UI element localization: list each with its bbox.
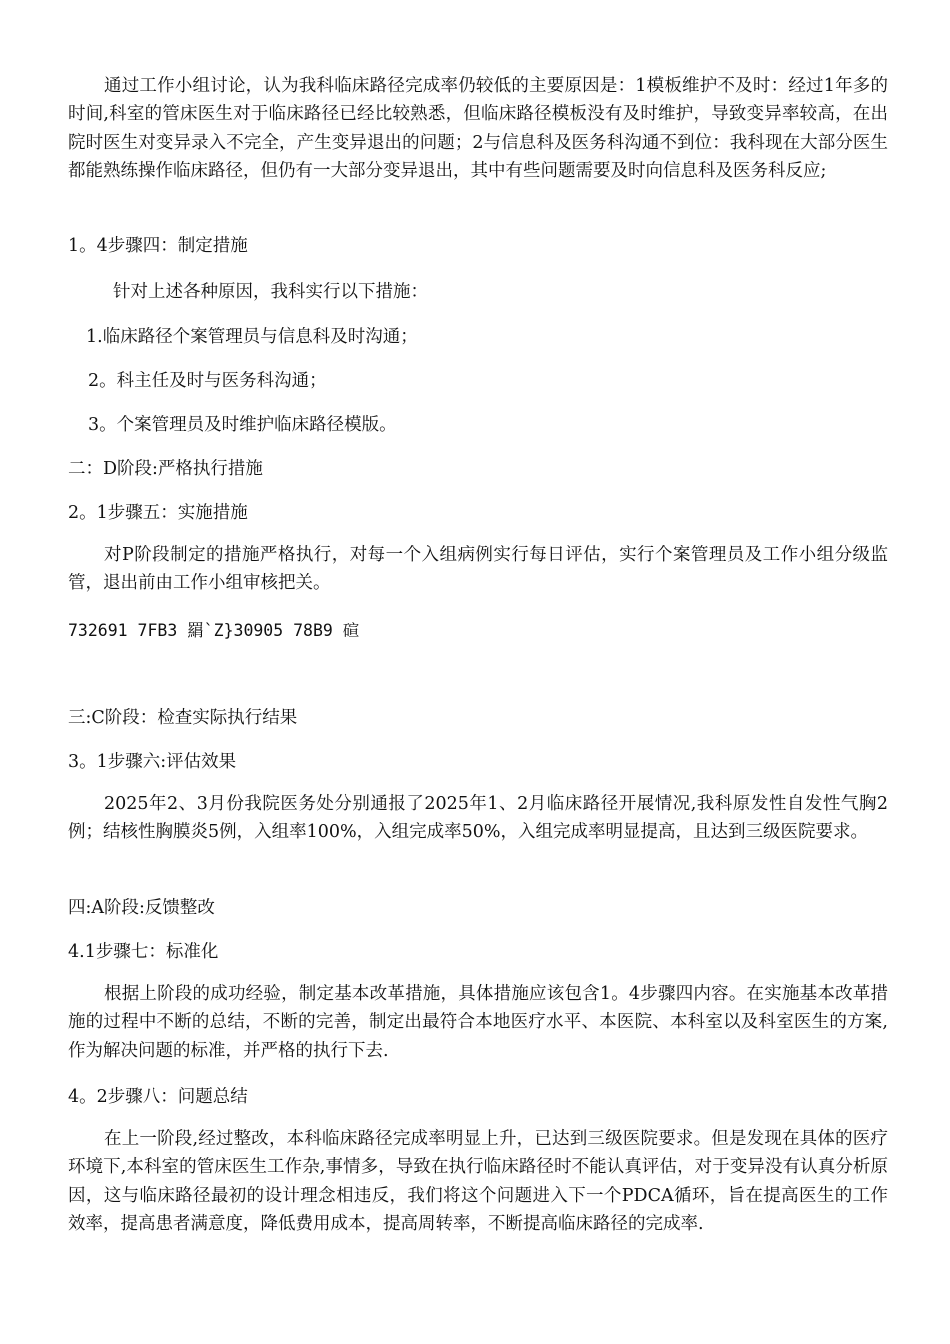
problem-summary-paragraph: 在上一阶段,经过整改，本科临床路径完成率明显上升，已达到三级医院要求。但是发现在具体的医疗环境下,本科室的管床医生工作杂,事情多，导致在执行临床路径时不能认真评估，对于变异没有认真分析原因，这与临床路径最初的设计理念相违反，我们将这个问题进入下一个PDCA循环，旨在提高医生的工作效率，提高患者满意度，降低费用成本，提高周转率，不断提高临床路径的完成率. [68,1129,888,1234]
garbled-text-line: 732691 7FB3 羂`Z}30905 78B9 碹 [68,621,360,640]
step-6-heading: 3。1步骤六:评估效果 [68,752,237,772]
d-phase-heading: 二：D阶段:严格执行措施 [68,459,263,479]
cause-analysis-paragraph: 通过工作小组讨论，认为我科临床路径完成率仍较低的主要原因是：1模板维护不及时：经过1年多的时间,科室的管床医生对于临床路径已经比较熟悉，但临床路径模板没有及时维护，导致变异率较高，在出院时医生对变异录入不完全，产生变异退出的问题；2与信息科及医务科沟通不到位：我科现在大部分医生都能熟练操作临床路径，但仍有一大部分变异退出，其中有些问题需要及时向信息科及医务科反应; [68,76,888,181]
measures-intro: 针对上述各种原因，我科实行以下措施： [113,282,428,302]
step-5-heading: 2。1步骤五：实施措施 [68,503,248,523]
c-phase-heading: 三:C阶段：检查实际执行结果 [68,708,298,728]
a-phase-heading: 四:A阶段:反馈整改 [68,898,215,918]
step-4-heading: 1。4步骤四：制定措施 [68,236,248,256]
step-8-heading: 4。2步骤八：问题总结 [68,1087,248,1107]
c-phase-paragraph: 2025年2、3月份我院医务处分别通报了2025年1、2月临床路径开展情况,我科原发性自发性气胸2例；结核性胸膜炎5例，入组率100%，入组完成率50%，入组完成率明显提高，且达到三级医院要求。 [68,794,888,843]
measure-item-3: 3。个案管理员及时维护临床路径模版。 [88,415,397,435]
step-7-heading: 4.1步骤七：标准化 [68,942,219,962]
a-phase-standardization-paragraph: 根据上阶段的成功经验，制定基本改革措施，具体措施应该包含1。4步骤四内容。在实施基本改革措施的过程中不断的总结，不断的完善，制定出最符合本地医疗水平、本医院、本科室以及科室医生的方案,作为解决问题的标准，并严格的执行下去. [68,984,888,1061]
measure-item-2: 2。科主任及时与医务科沟通； [88,371,327,391]
d-phase-paragraph: 对P阶段制定的措施严格执行，对每一个入组病例实行每日评估，实行个案管理员及工作小组分级监管，退出前由工作小组审核把关。 [68,545,888,594]
measure-item-1: 1.临床路径个案管理员与信息科及时沟通； [86,327,418,347]
